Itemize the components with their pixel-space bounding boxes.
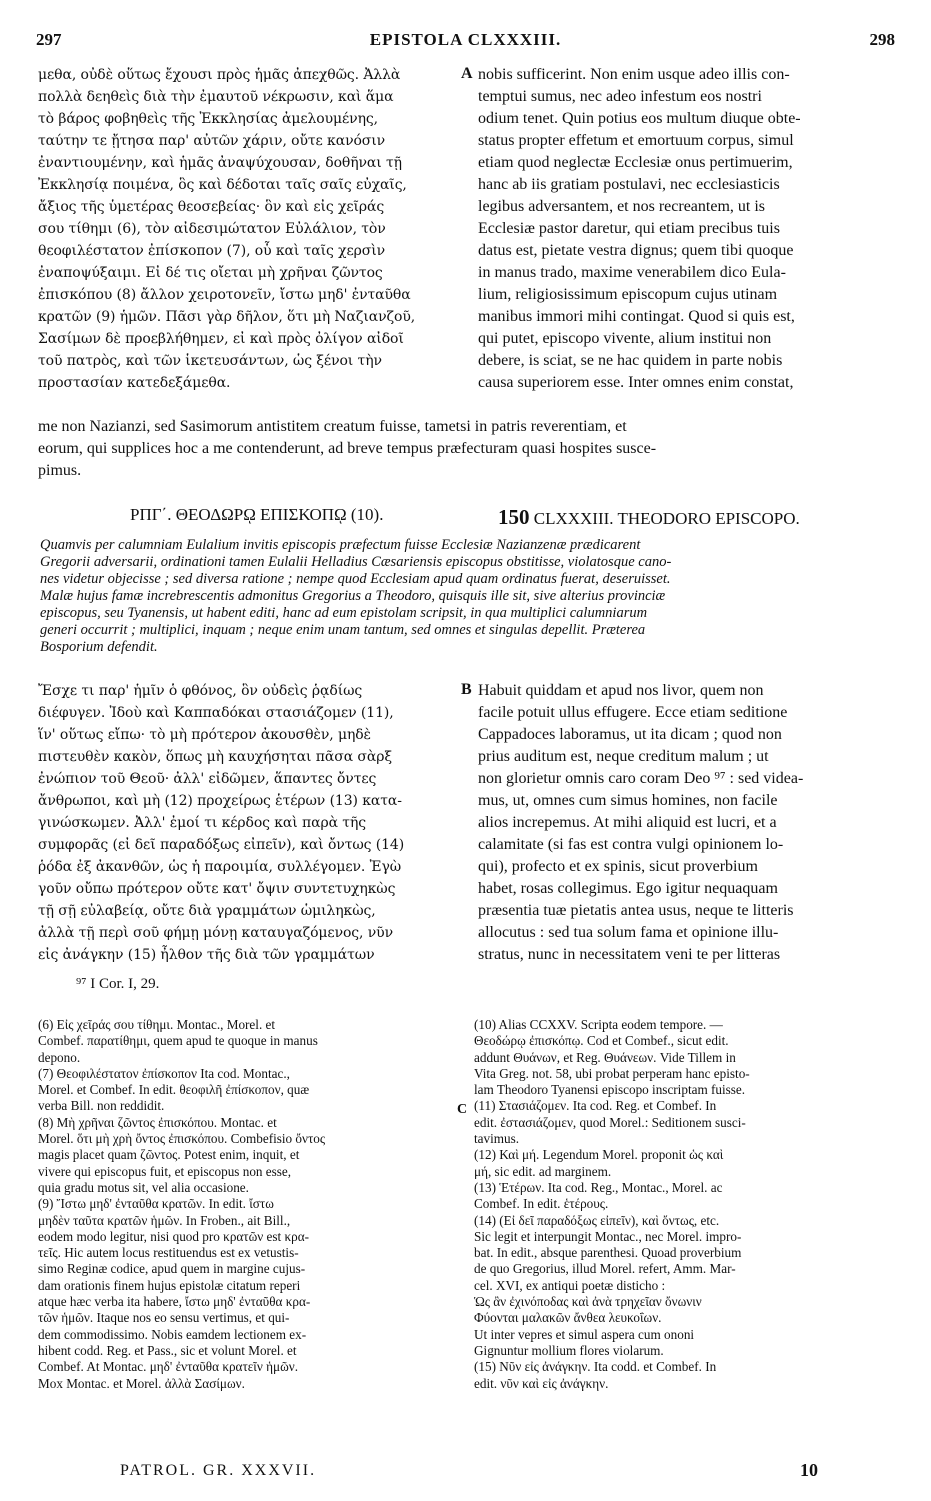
text-line: μηδὲν ταῦτα κρατῶν ἡμῶν. In Froben., ait Bill., [38, 1212, 291, 1228]
text-line: prius auditum est, neque creditum malum ; ut [478, 748, 769, 765]
text-line: (6) Εἰς χεῖράς σου τίθημι. Montac., Morel. et [38, 1017, 276, 1032]
text-line: hanc ab iis gratiam postulavi, nec ecclesiasticis [478, 176, 780, 193]
running-header [36, 30, 895, 54]
text-line: ἀλλὰ τῇ περὶ σοῦ φήμῃ μόνῃ καταυγαζόμενος, νῦν [38, 925, 393, 941]
text-line: manibus immori mihi contingat. Quod si quis est, [478, 308, 795, 325]
latin-column-top [478, 64, 898, 394]
scripture-footnote: ⁹⁷ I Cor. I, 29. [76, 976, 160, 992]
text-line: generi occurrit ; multiplici, inquam ; neque enim unam tantum, sed omnes et singulas depellit. Præterea [40, 622, 646, 638]
text-line: Bosporium defendit. [40, 639, 158, 655]
text-line: τῇ σῇ εὐλαβείᾳ, οὔτε διὰ γραμμάτων ὡμιληκὼς, [38, 903, 376, 919]
text-line: ἐναντιουμένην, καὶ ἡμᾶς ἀναψύχουσαν, δοθῆναι τῇ [38, 155, 402, 171]
text-line: dem commodissimo. Nobis eamdem lectionem ex- [38, 1326, 307, 1342]
text-line: μή, sic edit. ad marginem. [474, 1163, 612, 1179]
letter-title-latin-text: CLXXXIII. THEODORO EPISCOPO. [533, 509, 800, 528]
text-line: σου τίθημι (6), τὸν αἰδεσιμώτατον Εὐλάλιον, τὸν [38, 221, 386, 237]
text-line: Mox Montac. et Morel. ἀλλὰ Σασίμων. [38, 1375, 245, 1391]
text-line: magis placet quam ζῶντος. Potest enim, inquit, et [38, 1147, 300, 1163]
text-line: nobis sufficerint. Non enim usque adeo illis con- [478, 66, 790, 83]
text-line: τοῦ πατρὸς, καὶ τῶν ἱκετευσάντων, ὡς ξένοι τὴν [38, 353, 382, 369]
text-line: ῥόδα ἐξ ἀκανθῶν, ὡς ἡ παροιμία, συλλέγομεν. Ἐγὼ [38, 859, 402, 875]
letter-title-greek: ΡΠΓ΄. ΘΕΟΔΩΡῼ ΕΠΙΣΚΟΠῼ (10). [130, 505, 384, 524]
text-line: εἰς ἀνάγκην (15) ἦλθον τῆς διὰ τῶν γραμμάτων [38, 947, 375, 963]
text-line: tavimus. [474, 1131, 520, 1147]
text-line: etiam quod neglectæ Ecclesiæ onus pertimuerim, [478, 154, 793, 171]
text-line: γινώσκωμεν. Ἀλλ' ἐμοί τι κέρδος καὶ παρὰ τῆς [38, 815, 366, 831]
text-line: πιστευθὲν κακὸν, ὅπως μὴ καυχήσηται πᾶσα σὰρξ [38, 749, 392, 765]
text-line: nes videtur objecisse ; sed diversa ratione ; nempe quod Ecclesiam apud quam ordinatus fuerat, deseruisset. [40, 571, 671, 587]
text-line: (13) Ἑτέρων. Ita cod. Reg., Montac., Morel. ac [474, 1179, 723, 1195]
text-line: bat. In edit., absque parenthesi. Quoad proverbium [474, 1245, 742, 1261]
text-line: qui), profecto et ex spinis, sicut proverbium [478, 858, 758, 875]
text-line: ἄνθρωποι, καὶ μὴ (12) προχείρως ἑτέρων (13) κατα- [38, 793, 402, 809]
text-line: Malæ hujus famæ increbrescentis admonitus Gregorius a Theodoro, quisquis ille sit, sive alterius provinciæ [40, 588, 666, 604]
text-line: vivere qui episcopus fuit, et episcopus non esse, [38, 1163, 292, 1179]
signature-mark: 10 [800, 1460, 818, 1480]
text-line: lium, religiosissimum episcopum cujus utinam [478, 286, 778, 303]
margin-letter-a: A [461, 65, 473, 82]
text-line: (11) Στασιάζομεν. Ita cod. Reg. et Combef. In [474, 1098, 717, 1114]
text-line: status propter effetum et emortuum corpus, simul [478, 132, 794, 149]
text-line: allocutus : sed tua solum fama et opinione illu- [478, 924, 779, 941]
text-line: hibent codd. Reg. et Pass., sic et volunt Morel. et [38, 1342, 297, 1358]
text-line: Vita Greg. not. 58, ubi probat perperam hanc episto- [474, 1065, 750, 1081]
latin-fullwidth-continuation [38, 416, 900, 482]
text-line: alios increpemus. At mihi aliquid est lucri, et a [478, 814, 777, 831]
text-line: non glorietur omnis caro coram Deo ⁹⁷ : sed videa- [478, 770, 804, 787]
text-line: (9) Ἴστω μηδ' ἐνταῦθα κρατῶν. In edit. ἴστω [38, 1196, 274, 1212]
text-line: Cappadoces laboramus, ut ita dicam ; quod non [478, 726, 782, 743]
text-line: Morel. et Combef. In edit. θεοφιλῆ ἐπίσκοπον, quæ [38, 1082, 310, 1098]
text-line: τῶν ἡμῶν. Itaque nos eo sensu vertimus, et qui- [38, 1310, 290, 1326]
text-line: μεθα, οὐδὲ οὕτως ἔχουσι πρὸς ἡμᾶς ἀπεχθῶς. Ἀλλὰ [38, 67, 401, 83]
text-line: ἐναποψύξαιμι. Εἰ δέ τις οἴεται μὴ χρῆναι ζῶντος [38, 265, 383, 281]
text-line: eodem modo legitur, nisi quod pro κρατῶν est κρα- [38, 1228, 310, 1244]
page-number-left: 297 [36, 30, 62, 49]
text-line: stratus, nunc in necessitatem veni te per litteras [478, 946, 781, 963]
text-line: Ut inter vepres et simul aspera cum ononi [474, 1326, 695, 1342]
text-line: Combef. παρατίθημι, quem apud te quoque in manus [38, 1033, 318, 1049]
text-line: depono. [38, 1049, 81, 1065]
text-line: qui putet, episcopo vivente, alium institui non [478, 330, 772, 347]
greek-column-top [38, 64, 456, 394]
text-line: temptui sumus, nec adeo infestum eos nostri [478, 88, 762, 105]
text-line: mus, ut, omnes cum simus homines, non facile [478, 792, 778, 809]
text-line: Ecclesiæ pastor daretur, qui etiam precibus tuis [478, 220, 780, 237]
column-number: 150 [498, 505, 530, 529]
text-line: legibus adversantem, et nos recreantem, ut is [478, 198, 766, 215]
notes-right [474, 1017, 899, 1392]
text-line: τεῖς. Hic autem locus restituendus est ex vetustis- [38, 1245, 299, 1261]
text-line: me non Nazianzi, sed Sasimorum antistitem creatum fuisse, tametsi in patris reverentiam, et [38, 418, 627, 435]
text-line: habet, rosas collegimus. Ego igitur nequaquam [478, 880, 778, 897]
text-line: edit. ἐστασιάζομεν, quod Morel.: Seditionem susci- [474, 1114, 746, 1130]
text-line: causa superiorem esse. Inter omnes enim constat, [478, 374, 794, 391]
text-line: ἐπισκόπου (8) ἄλλον χειροτονεῖν, ἴστω μηδ' ἐνταῦθα [38, 287, 411, 303]
text-line: de quo Gregorius, illud Morel. refert, Amm. Mar- [474, 1261, 736, 1277]
text-line: (10) Alias CCXXV. Scripta eodem tempore. — [474, 1017, 723, 1032]
text-line: Φύονται μαλακῶν ἄνθεα λευκοΐων. [474, 1310, 662, 1326]
latin-column-mid [478, 680, 898, 966]
text-line: in manus trado, maxime venerabilem dico Eula- [478, 264, 786, 281]
text-line: Sic legit et interpungit Montac., nec Morel. impro- [474, 1228, 742, 1244]
text-line: edit. νῦν καὶ εἰς ἀνάγκην. [474, 1375, 609, 1391]
text-line: pimus. [38, 462, 82, 479]
text-line: facile potuit ullus effugere. Ecce etiam seditione [478, 704, 788, 721]
margin-letter-c: C [457, 1102, 468, 1117]
text-line: cel. XVI, ex antiqui poetæ disticho : [474, 1277, 666, 1293]
text-line: (7) Θεοφιλέστατον ἐπίσκοπον Ita cod. Montac., [38, 1065, 290, 1081]
page-number-right: 298 [869, 30, 895, 49]
text-line: odium tenet. Quin potius eos multum diuque obte- [478, 110, 801, 127]
text-line: eorum, qui supplices hoc a me contenderunt, ad breve tempus præfecturam quasi hospites susce- [38, 440, 657, 457]
text-line: ἄξιος τῆς ὑμετέρας θεοσεβείας· ὃν καὶ εἰς χεῖράς [38, 199, 385, 215]
text-line: atque hæc verba ita habere, ἴστω μηδ' ἐνταῦθα κρα- [38, 1294, 311, 1310]
text-line: ταύτην τε ᾔτησα παρ' αὐτῶν χάριν, οὔτε κανόσιν [38, 133, 386, 149]
running-title: EPISTOLA CLXXXIII. [369, 30, 562, 49]
text-line: προστασίαν κατεδεξάμεθα. [38, 375, 231, 391]
text-line: ἐνώπιον τοῦ Θεοῦ· ἀλλ' εἰδῶμεν, ἅπαντες ὄντες [38, 771, 377, 787]
text-line: addunt Θυάνων, et Reg. Θυάνεων. Vide Tillem in [474, 1049, 736, 1065]
text-line: simo Reginæ codice, apud quem in margine cujus- [38, 1261, 306, 1277]
text-line: (15) Νῦν εἰς ἀνάγκην. Ita codd. et Combef. In [474, 1359, 717, 1375]
text-line: debere, is sciat, se ne hac quidem in parte nobis [478, 352, 783, 369]
text-line: dam orationis finem hujus epistolæ citatum reperi [38, 1277, 301, 1293]
text-line: datus est, pietate vestra dignus; quem tibi quoque [478, 242, 794, 259]
text-line: Σασίμων δὲ προεβλήθημεν, εἰ καὶ πρὸς ὀλίγον αἰδοῖ [38, 331, 404, 347]
text-line: διέφυγεν. Ἰδοὺ καὶ Καππαδόκαι στασιάζομεν (11), [38, 705, 394, 721]
text-line: verba Bill. non reddidit. [38, 1098, 165, 1114]
text-line: Gignuntur mollium flores violarum. [474, 1342, 664, 1358]
text-line: (8) Μὴ χρῆναι ζῶντος ἐπισκόπου. Montac. et [38, 1114, 277, 1130]
text-line: ἵν' οὕτως εἴπω· τὸ μὴ πρότερον ἀκουσθὲν, μηδὲ [38, 727, 371, 743]
text-line: συμφορᾶς (εἰ δεῖ παραδόξως εἰπεῖν), καὶ ὄντως (14) [38, 837, 405, 853]
text-line: Habuit quiddam et apud nos livor, quem non [478, 682, 764, 699]
text-line: præsentia tuæ pietatis antea usus, neque te litteris [478, 902, 794, 919]
text-line: Ἔσχε τι παρ' ἡμῖν ὁ φθόνος, ὃν οὐδεὶς ῥᾳδίως [38, 683, 363, 699]
text-line: Gregorii adversarii, ordinationi tamen Eulalii Helladius Cæsariensis episcopus obstitisse, violatosque cano- [40, 554, 672, 570]
text-line: Quamvis per calumniam Eulalium invitis episcopis præfectum fuisse Ecclesiæ Nazianzenæ prædicarent [40, 537, 641, 553]
text-line: γοῦν οὔπω πρότερον οὔτε κατ' ὄψιν συντετυχηκὼς [38, 881, 396, 897]
text-line: Morel. ὅτι μὴ χρὴ ὄντος ἐπισκόπου. Combefisio ὄντος [38, 1131, 326, 1147]
text-line: τὸ βάρος φοβηθεὶς τῆς Ἐκκλησίας ἀμελουμένης, [38, 111, 378, 127]
text-line: (12) Καὶ μή. Legendum Morel. proponit ὡς καὶ [474, 1147, 724, 1163]
text-line: Ὡς ἂν ἐχινόποδας καὶ ἀνὰ τρηχεῖαν ὄνωνιν [474, 1294, 702, 1310]
text-line: Combef. At Montac. μηδ' ἐνταῦθα κρατεῖν ἡμῶν. [38, 1359, 299, 1375]
notes-left [38, 1017, 458, 1392]
text-line: lam Theodoro Tyanensi episcopo inscriptam fuisse. [474, 1082, 746, 1098]
series-footer: PATROL. GR. XXXVII. [120, 1462, 317, 1479]
text-line: πολλὰ δεηθεὶς διὰ τὴν ἐμαυτοῦ νέκρωσιν, καὶ ἅμα [38, 89, 394, 105]
text-line: (14) (Εἰ δεῖ παραδόξως εἰπεῖν), καὶ ὄντως, etc. [474, 1212, 720, 1228]
text-line: Ἐκκλησίᾳ ποιμένα, ὃς καὶ δέδοται ταῖς σαῖς εὐχαῖς, [38, 177, 407, 193]
greek-column-mid [38, 680, 456, 966]
text-line: κρατῶν (9) ἡμῶν. Πᾶσι γὰρ δῆλον, ὅτι μὴ Ναζιανζοῦ, [38, 309, 416, 325]
text-line: θεοφιλέστατον ἐπίσκοπον (7), οὗ καὶ ταῖς χερσὶν [38, 243, 386, 259]
letter-title-latin [498, 505, 800, 530]
text-line: calamitate (si fas est contra vulgi opinionem lo- [478, 836, 784, 853]
text-line: quia gradu motus sit, vel alia occasione. [38, 1179, 249, 1195]
text-line: episcopus, seu Tyanensis, ut habent editi, hanc ad eum epistolam scripsit, in qua multiplici calumniarum [40, 605, 648, 621]
text-line: Θεοδώρῳ ἐπισκόπῳ. Cod et Combef., sicut edit. [474, 1033, 729, 1049]
margin-letter-b: B [461, 681, 472, 698]
argument-summary [40, 537, 900, 656]
text-line: Combef. In edit. ἑτέρους. [474, 1196, 609, 1212]
